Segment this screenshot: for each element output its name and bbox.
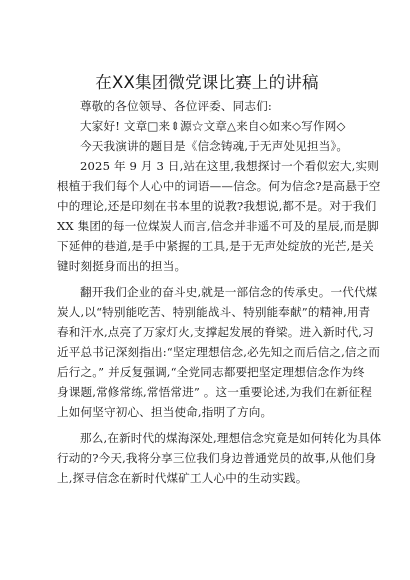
salutation: 尊敬的各位领导、各位评委、同志们:	[80, 99, 272, 113]
paragraph-line: 身课题,常修常练,常悟常进” 。这一重要论述,为我们在新征程	[57, 385, 373, 399]
speech-topic: 今天我演讲的题目是《信念铸魂,于无声处见担当》。	[80, 139, 349, 153]
document-title: 在XX集团微党课比赛上的讲稿	[95, 73, 319, 92]
paragraph-line: 下延伸的巷道,是手中紧握的工具,是于无声处绽放的光芒,是关	[57, 239, 374, 253]
paragraph-line: 炭人,以“特别能吃苦、特别能战斗、特别能奉献”的精神,用青	[57, 305, 371, 319]
paragraph-line: 根植于我们每个人心中的词语——信念。何为信念?是高悬于空	[57, 179, 381, 193]
paragraph-line: 行动的?今天,我将分享三位我们身边普通党员的故事,从他们身	[57, 451, 377, 465]
document-page	[57, 72, 382, 488]
paragraph-line: 近平总书记深刻指出:“坚定理想信念,必先知之而后信之,信之而	[57, 345, 381, 359]
paragraph-line: 那么,在新时代的煤海深处,理想信念究竟是如何转化为具体	[80, 431, 382, 445]
paragraph-line: 后行之。” 并反复强调,“全党同志都要把坚定理想信念作为终	[57, 365, 365, 379]
paragraph-line: 键时刻挺身而出的担当。	[57, 259, 187, 273]
paragraph-line: 翻开我们企业的奋斗史,就是一部信念的传承史。一代代煤	[80, 285, 378, 299]
paragraph-line: 上如何坚守初心、担当使命,指明了方向。	[57, 405, 273, 419]
paragraph-line: 春和汗水,点亮了万家灯火,支撑起发展的脊梁。进入新时代,习	[57, 325, 374, 339]
paragraph-line: XX 集团的每一位煤炭人而言,信念并非遥不可及的星辰,而是脚	[57, 219, 379, 233]
paragraph-line: 上,探寻信念在新时代煤矿工人心中的生动实践。	[57, 471, 308, 485]
paragraph-line: 中的理论,还是印刻在书本里的说教?我想说,都不是。对于我们	[57, 199, 377, 213]
paragraph-line: 2025 年 9 月 3 日,站在这里,我想探讨一个看似宏大,实则	[80, 159, 379, 173]
paragraph-1	[57, 156, 381, 276]
paragraph-3	[57, 428, 382, 488]
greeting: 大家好! 文章□来⇕源☆文章△来自◇如来◇写作网◇	[80, 119, 346, 133]
paragraph-2	[57, 282, 381, 422]
